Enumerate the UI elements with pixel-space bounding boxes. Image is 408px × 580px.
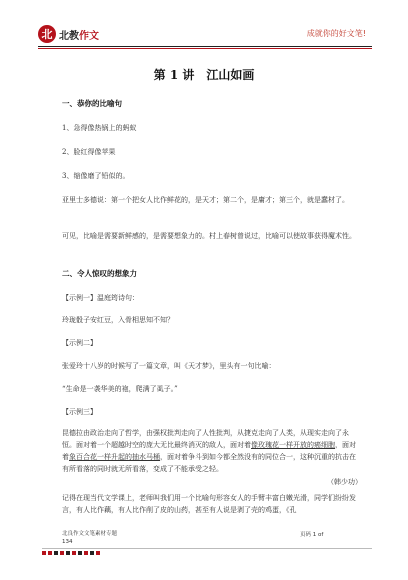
list-item-1: 1、急得像热锅上的蚂蚁	[62, 124, 137, 132]
header-slogan: 成就你的好文笔!	[306, 29, 366, 38]
example-2-label: 【示例二】	[62, 339, 97, 347]
example-3-part-a: 昆德拉由政治走向了哲学，由强权批判走向了人性批判，从捷克走向了人类，从现实走向了永恒。面对着一个超越时空的庞大无比最终消灭的敌人，面对着	[62, 429, 349, 449]
footer-dot	[66, 551, 70, 555]
example-3-author: （韩少功）	[327, 478, 362, 486]
example-3-text	[62, 427, 362, 475]
header-divider	[38, 46, 372, 47]
paragraph-aristotle: 亚里士多德说：第一个把女人比作鲜花的，是天才；第二个，是庸才；第三个，就是蠢材了。	[62, 196, 349, 204]
footer-divider	[42, 548, 372, 549]
footer-dot	[78, 551, 82, 555]
example-3-part-c: ，面对着争斗到如今都全然没有的同位合一，这种沉重的抗击在有所看落的同时就无所看落，变成了不能承受之轻。	[62, 453, 356, 473]
footer-dot	[60, 551, 64, 555]
logo-sub: 作文	[79, 30, 99, 42]
footer-decoration	[42, 551, 100, 555]
footer-number: 134	[62, 539, 73, 545]
page-number: 页码 1 of	[300, 532, 324, 538]
list-item-2: 2、脸红得像苹果	[62, 148, 116, 156]
logo-badge-icon: 北	[38, 25, 56, 43]
example-2-quote: “生命是一袭华美的袍，爬满了虱子。”	[62, 385, 178, 393]
example-1-text: 玲珑骰子安红豆，入骨相思知不知？	[62, 316, 174, 324]
footer-left	[62, 530, 117, 546]
paragraph-last: 记得在现当代文学课上，老师叫我们用一个比喻句形容女人的手臂丰富白嫩光滑，同学们纷纷发言，有人比作藕，有人比作削了皮的山药，甚至有人说是剥了壳的鸡蛋，《孔	[62, 494, 356, 514]
brand-logo	[38, 24, 99, 44]
page-header	[0, 0, 408, 48]
footer-dot	[96, 551, 100, 555]
example-3-label: 【示例三】	[62, 408, 97, 416]
logo-text	[59, 27, 99, 42]
example-3-part-b: ，面对着	[62, 441, 356, 461]
list-item-3: 3、缩像磨了铅似的。	[62, 172, 130, 180]
footer-dot	[48, 551, 52, 555]
section-heading-2: 二、令人惊叹的想象力	[62, 269, 137, 278]
section-heading-1: 一、恭你的比喻句	[62, 99, 122, 108]
footer-dot	[54, 551, 58, 555]
page-title: 第 1 讲 江山如画	[153, 68, 255, 82]
example-1-label: 【示例一】温庭筠诗句：	[62, 294, 139, 302]
example-2-text: 张爱玲十八岁的时候写了一篇文章，叫《天才梦》，里头有一句比喻：	[62, 362, 276, 370]
example-3-highlight-1: 像玫瑰花一样开放的癌细胞	[251, 441, 335, 449]
paragraph-murakami: 可见，比喻是需要新鲜感的，是需要想象力的。村上春树曾说过，比喻可以使故事获得魔术性。	[62, 232, 356, 240]
footer-dot	[72, 551, 76, 555]
footer-dot	[42, 551, 46, 555]
footer-dot	[90, 551, 94, 555]
example-3-highlight-2: 象百合花一样升起的抽水马桶	[69, 453, 160, 461]
logo-name: 北教	[59, 30, 79, 42]
footer-series: 北良作文文笔素材专题	[62, 531, 118, 537]
footer-dot	[84, 551, 88, 555]
header-divider-red	[38, 48, 372, 49]
